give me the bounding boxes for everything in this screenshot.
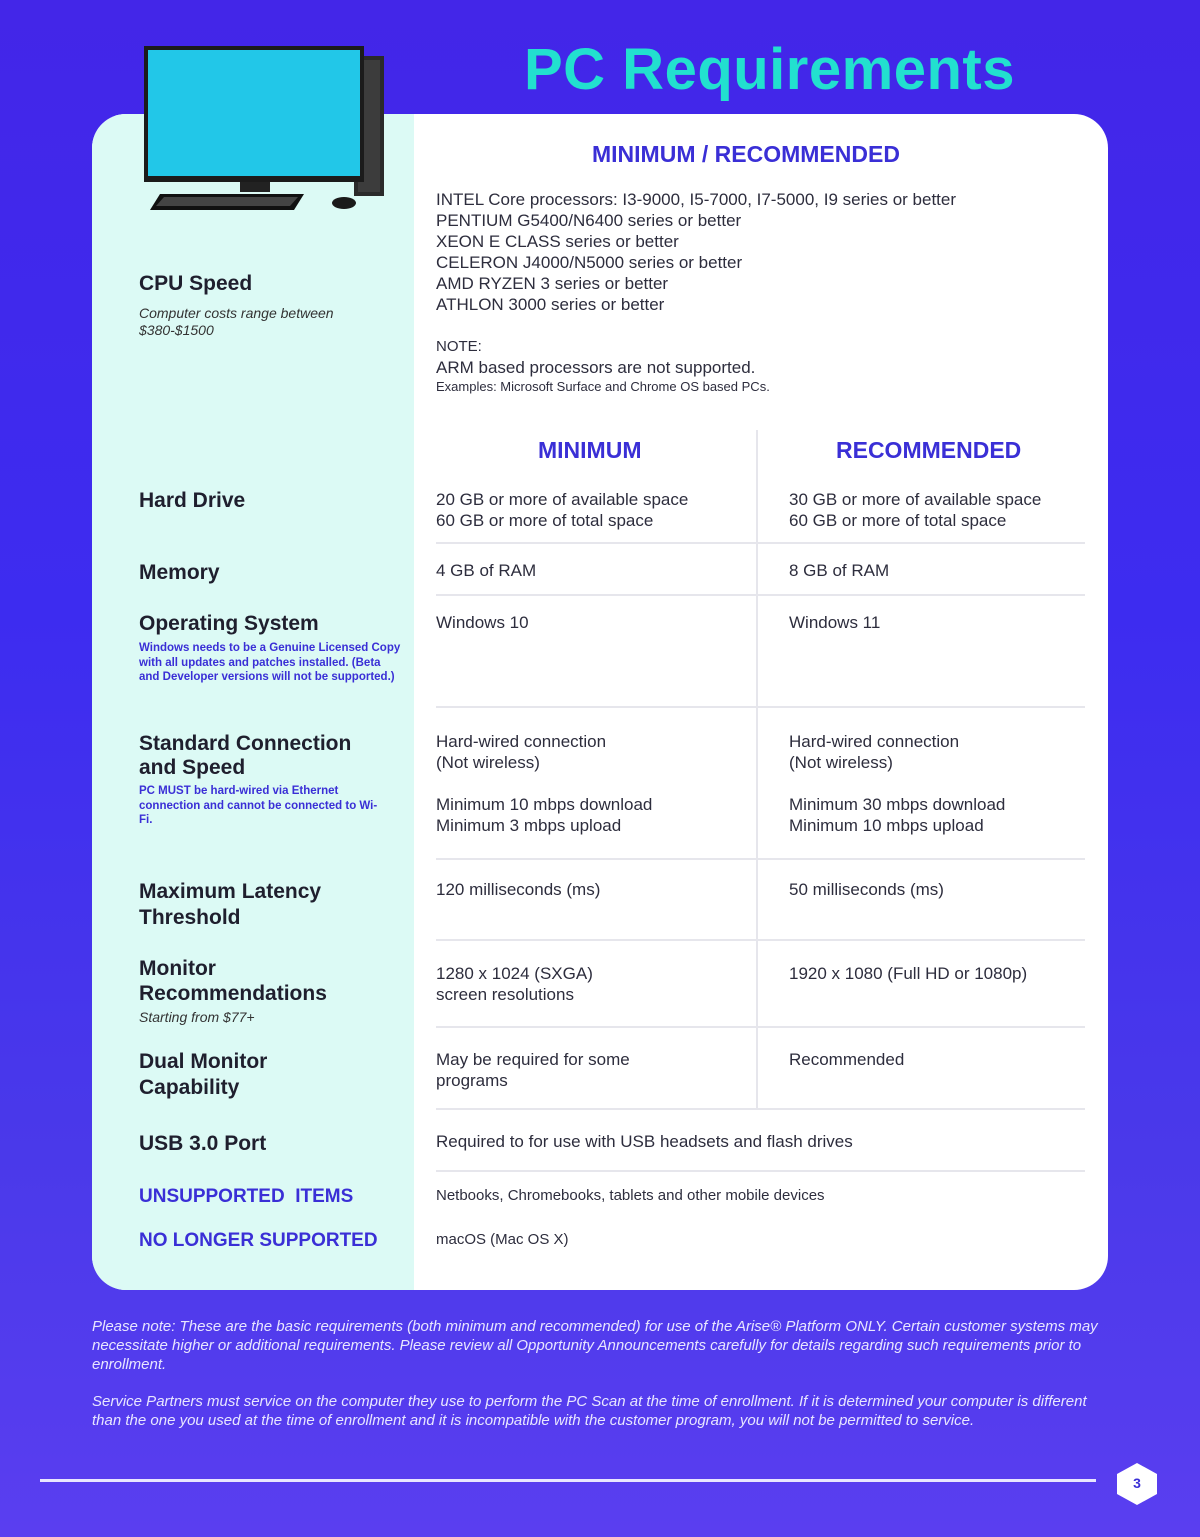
usb-label: USB 3.0 Port [139, 1132, 267, 1155]
connection-min: Minimum 10 mbps download [436, 795, 653, 814]
row-divider [436, 706, 1085, 708]
minimum-header: MINIMUM [538, 437, 642, 463]
row-divider [436, 1108, 1085, 1110]
no-longer-supported-value: macOS (Mac OS X) [436, 1231, 569, 1248]
hard-drive-rec: 30 GB or more of available space [789, 490, 1042, 509]
hard-drive-min: 60 GB or more of total space [436, 511, 654, 530]
hard-drive-min: 20 GB or more of available space [436, 490, 689, 509]
cpu-line: CELERON J4000/N5000 series or better [436, 253, 743, 272]
latency-rec: 50 milliseconds (ms) [789, 880, 944, 899]
cpu-line: XEON E CLASS series or better [436, 232, 679, 251]
cpu-speed-label: CPU Speed [139, 272, 253, 295]
cpu-line: INTEL Core processors: I3-9000, I5-7000, I7-5000, I9 series or better [436, 190, 957, 209]
footnote-service: Service Partners must service on the computer they use to perform the PC Scan at the time of enrollment. If it is determined your computer is different than the one you used at the time of enrollment and it is incompatible with the customer program, you will not be permitted to service. [92, 1393, 1087, 1429]
unsupported-value: Netbooks, Chromebooks, tablets and other mobile devices [436, 1187, 825, 1204]
memory-label: Memory [139, 561, 220, 584]
monitor-rec: 1920 x 1080 (Full HD or 1080p) [789, 964, 1028, 983]
os-note: Windows needs to be a Genuine Licensed Copy with all updates and patches installed. (Beta and Developer versions will not be supported.) [139, 642, 401, 683]
connection-rec: Hard-wired connection [789, 732, 960, 751]
connection-rec: (Not wireless) [789, 753, 893, 772]
latency-label: Threshold [139, 906, 241, 929]
bottom-rule [40, 1479, 1096, 1482]
monitor-min: screen resolutions [436, 985, 574, 1004]
footnote-requirements: Please note: These are the basic requirements (both minimum and recommended) for use of the Arise® Platform ONLY. Certain customer systems may necessitate higher or additional requirements. Please review all Opportunity Announcements carefully for details regarding such requirements prior to enrollment. [92, 1318, 1098, 1373]
desktop-computer-icon [144, 46, 388, 214]
os-rec: Windows 11 [789, 613, 881, 632]
row-divider [436, 594, 1085, 596]
dual-monitor-label: Dual Monitor [139, 1050, 268, 1073]
hard-drive-label: Hard Drive [139, 489, 246, 512]
connection-label: Standard Connection [139, 732, 352, 755]
row-divider [436, 1170, 1085, 1172]
usb-value: Required to for use with USB headsets and flash drives [436, 1132, 853, 1151]
min-rec-header: MINIMUM / RECOMMENDED [592, 141, 900, 167]
page-number-badge [1114, 1461, 1160, 1507]
row-divider [436, 939, 1085, 941]
note-text: ARM based processors are not supported. [436, 358, 756, 377]
page-title: PC Requirements [524, 37, 1015, 102]
note-label: NOTE: [436, 338, 482, 355]
dual-monitor-min: programs [436, 1071, 508, 1090]
monitor-cost-note: Starting from $77+ [139, 1009, 255, 1025]
connection-rec: Minimum 30 mbps download [789, 795, 1006, 814]
connection-label: and Speed [139, 756, 246, 779]
dual-monitor-rec: Recommended [789, 1050, 905, 1069]
connection-min: (Not wireless) [436, 753, 540, 772]
row-divider [436, 858, 1085, 860]
connection-min: Hard-wired connection [436, 732, 607, 751]
cpu-line: ATHLON 3000 series or better [436, 295, 665, 314]
page-number: 3 [1133, 1475, 1141, 1491]
unsupported-label: UNSUPPORTED ITEMS [139, 1186, 354, 1207]
memory-rec: 8 GB of RAM [789, 561, 890, 580]
column-divider [756, 430, 758, 1110]
memory-min: 4 GB of RAM [436, 561, 537, 580]
connection-rec: Minimum 10 mbps upload [789, 816, 984, 835]
connection-note: PC MUST be hard-wired via Ethernet connection and cannot be connected to Wi-Fi. [139, 785, 378, 826]
monitor-label: Monitor [139, 957, 216, 980]
latency-label: Maximum Latency [139, 880, 322, 903]
note-examples: Examples: Microsoft Surface and Chrome OS based PCs. [436, 379, 770, 394]
cpu-cost-note: Computer costs range between $380-$1500 [139, 305, 334, 338]
latency-min: 120 milliseconds (ms) [436, 880, 601, 899]
monitor-label: Recommendations [139, 982, 327, 1005]
os-label: Operating System [139, 612, 319, 635]
monitor-min: 1280 x 1024 (SXGA) [436, 964, 593, 983]
recommended-header: RECOMMENDED [836, 437, 1022, 463]
os-min: Windows 10 [436, 613, 529, 632]
row-divider [436, 542, 1085, 544]
connection-min: Minimum 3 mbps upload [436, 816, 622, 835]
row-divider [436, 1026, 1085, 1028]
cpu-line: AMD RYZEN 3 series or better [436, 274, 669, 293]
no-longer-supported-label: NO LONGER SUPPORTED [139, 1230, 378, 1251]
hard-drive-rec: 60 GB or more of total space [789, 511, 1007, 530]
dual-monitor-min: May be required for some [436, 1050, 630, 1069]
cpu-line: PENTIUM G5400/N6400 series or better [436, 211, 742, 230]
dual-monitor-label: Capability [139, 1076, 240, 1099]
